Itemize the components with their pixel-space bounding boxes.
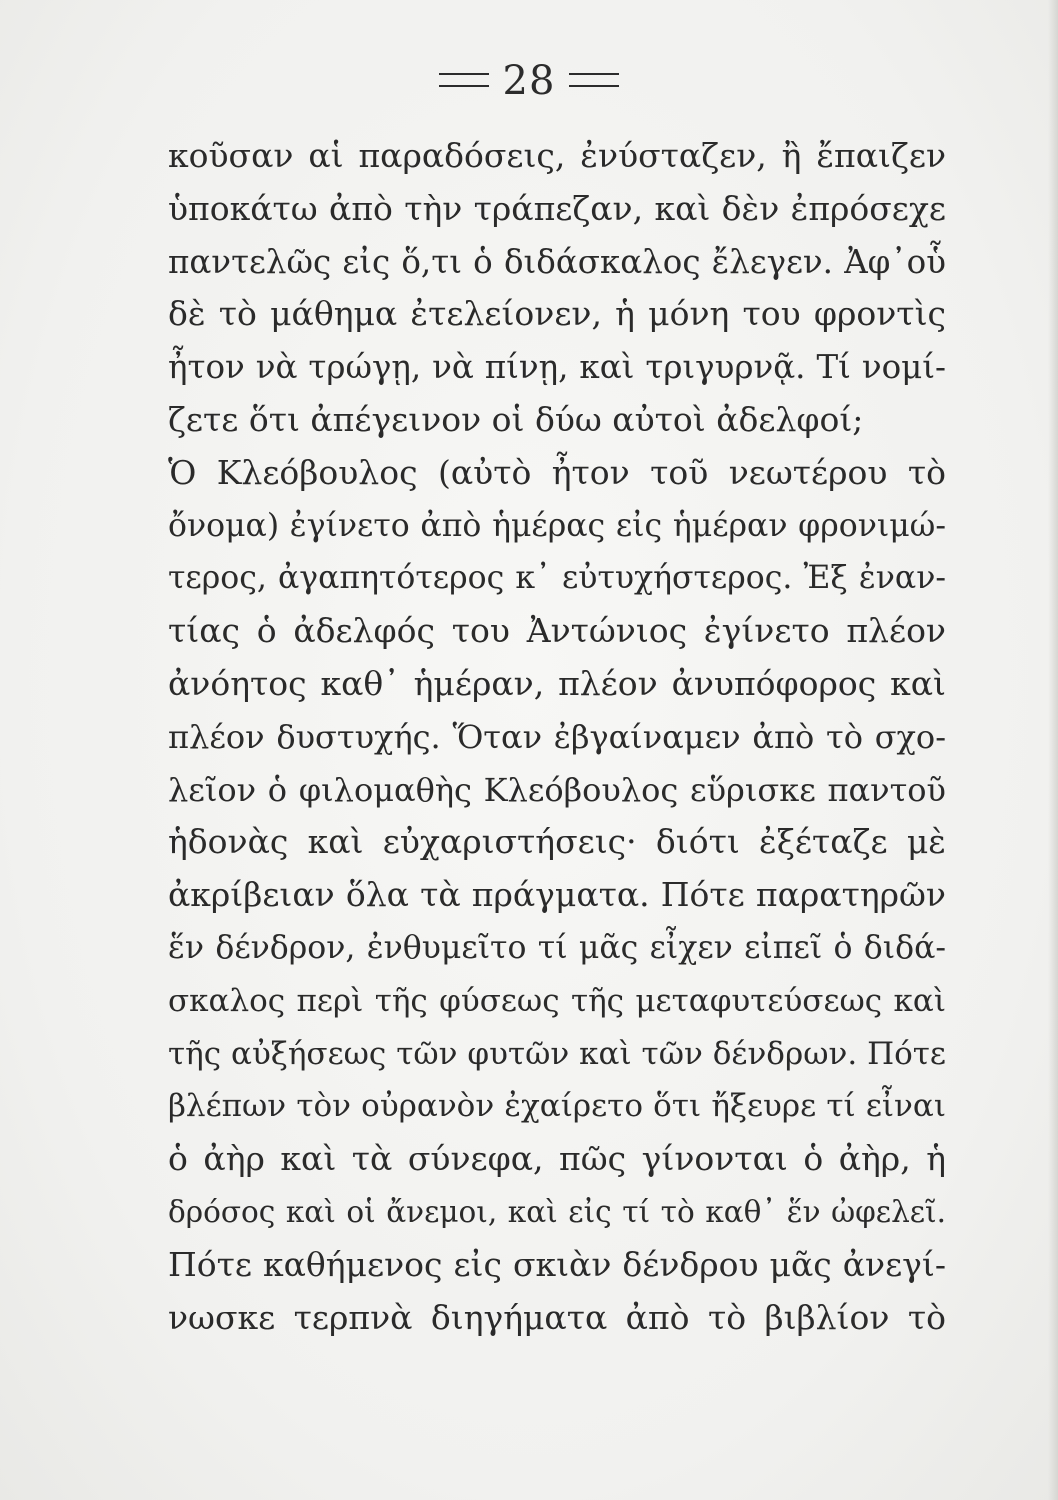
left-double-rule [439,73,489,87]
text-line: ἀνόητος καθ᾽ ἡμέραν, πλέον ἀνυπόφορος καὶ [168,663,946,703]
text-line: πλέον δυστυχής. Ὅταν ἐβγαίναμεν ἀπὸ τὸ σχο- [168,717,946,756]
text-line: ὄνομα) ἐγίνετο ἀπὸ ἡμέρας εἰς ἡμέραν φρονιμώ- [168,507,946,544]
text-line: κοῦσαν αἱ παραδόσεις, ἐνύσταζεν, ἢ ἔπαιζεν [168,136,946,175]
text-line: ἕν δένδρον, ἐνθυμεῖτο τί μᾶς εἶχεν εἰπεῖ ὁ διδά- [168,929,946,966]
text-line: ἀκρίβειαν ὅλα τὰ πράγματα. Πότε παρατηρῶν [168,875,946,915]
text-line: λεῖον ὁ φιλομαθὴς Κλεόβουλος εὕρισκε παντοῦ [168,770,946,809]
text-line: δρόσος καὶ οἱ ἄνεμοι, καὶ εἰς τί τὸ καθ᾽ ἕν ὠφελεῖ. [168,1194,946,1229]
page-number-header [0,58,1058,104]
text-line: δὲ τὸ μάθημα ἐτελείονεν, ἡ μόνη του φροντὶς [168,294,946,334]
text-line: ὑποκάτω ἀπὸ τὴν τράπεζαν, καὶ δὲν ἐπρόσεχε [168,188,946,228]
text-line: ἡδονὰς καὶ εὐχαριστήσεις· διότι ἐξέταζε μὲ [168,822,946,862]
page-edge-shadow [1048,0,1058,1500]
text-line: τίας ὁ ἀδελφός του Ἀντώνιος ἐγίνετο πλέον [168,611,946,651]
text-line: Πότε καθήμενος εἰς σκιὰν δένδρου μᾶς ἀνεγί- [168,1244,946,1284]
text-line: τῆς αὐξήσεως τῶν φυτῶν καὶ τῶν δένδρων. Πότε [168,1035,946,1072]
text-line: νωσκε τερπνὰ διηγήματα ἀπὸ τὸ βιβλίον τὸ [168,1297,946,1337]
page-number: 28 [502,58,556,104]
text-line: ὁ ἀὴρ καὶ τὰ σύνεφα, πῶς γίνονται ὁ ἀὴρ, ἡ [168,1139,946,1179]
text-line: παντελῶς εἰς ὅ,τι ὁ διδάσκαλος ἔλεγεν. Ἀφ᾽οὗ [168,242,946,281]
text-line: ἦτον νὰ τρώγῃ, νὰ πίνῃ, καὶ τριγυρνᾷ. Τί νομί- [168,348,946,387]
text-line: σκαλος περὶ τῆς φύσεως τῆς μεταφυτεύσεως καὶ [168,982,946,1019]
text-line: ζετε ὅτι ἀπέγεινον οἱ δύω αὐτοὶ ἀδελφοί; [168,399,864,439]
body-text [168,130,946,1344]
text-line: βλέπων τὸν οὐρανὸν ἐχαίρετο ὅτι ἤξευρε τί εἶναι [168,1088,946,1125]
text-line: τερος, ἀγαπητότερος κ᾽ εὐτυχήστερος. Ἐξ ἐναν- [168,560,946,597]
text-line: Ὁ Κλεόβουλος (αὐτὸ ἦτον τοῦ νεωτέρου τὸ [168,452,946,492]
right-double-rule [569,73,619,87]
